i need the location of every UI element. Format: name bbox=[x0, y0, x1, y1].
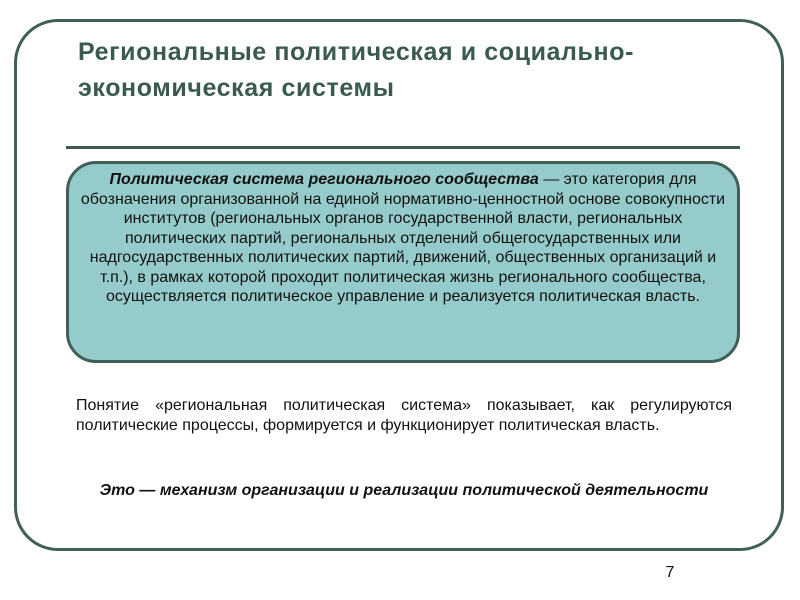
definition-text: — это категория для обозначения организованной на единой нормативно-ценностной основе совокупности институтов (региональных органов государственной власти, региональных политических партий, региональных отделений общегосударственных или надгосударственных политических партий, движений, общественных организаций и т.п.), в рамках которой проходит политическая жизнь регионального сообщества, осуществляется политическое управление и реализуется политическая власть. bbox=[80, 171, 726, 305]
definition-term: Политическая система регионального сообщества bbox=[109, 171, 539, 188]
definition-box bbox=[66, 161, 740, 363]
slide-title: Региональные политическая и социально-экономическая системы bbox=[78, 38, 634, 102]
conclusion-text: Это — механизм организации и реализации политической деятельности bbox=[99, 482, 709, 499]
page-number: 7 bbox=[665, 564, 675, 581]
body-paragraph: Понятие «региональная политическая система» показывает, как регулируются политические процессы, формируется и функционирует политическая власть. bbox=[76, 397, 732, 434]
title-divider bbox=[66, 146, 740, 149]
